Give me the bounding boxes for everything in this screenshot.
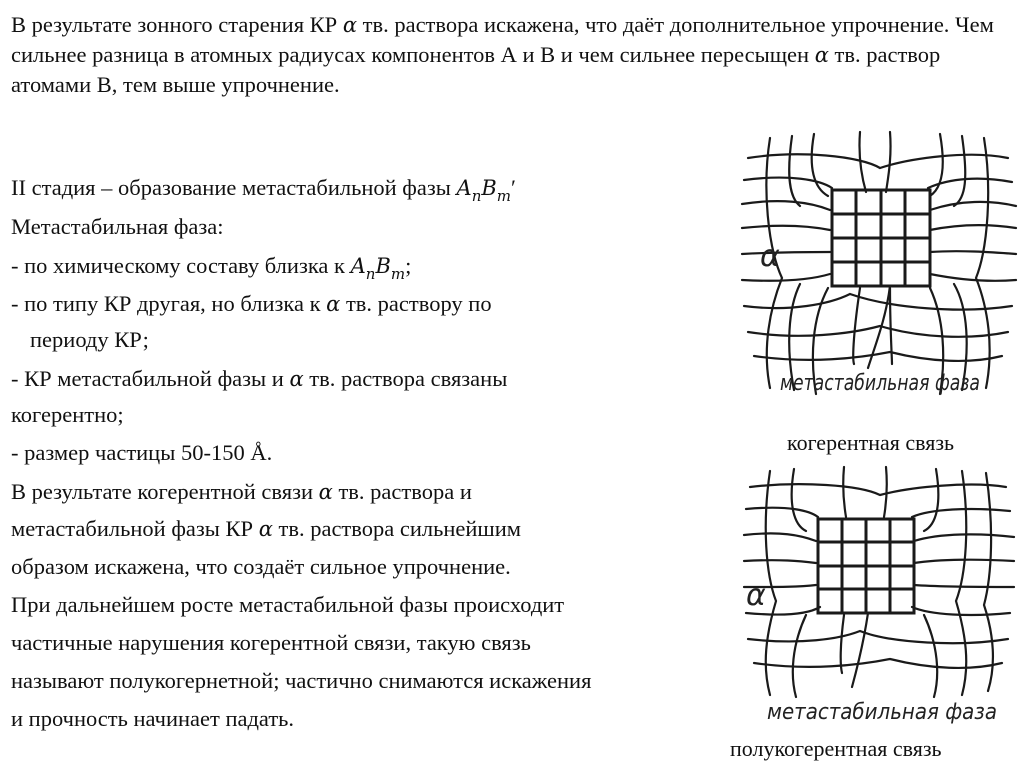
phase-heading: Метастабильная фаза:: [11, 214, 224, 239]
intro-text-2: тв. раствора искажена, что даёт дополнительное упрочнение. Чем сильнее разница в атомных радиусах компонентов А и В и чем сильнее пересыщен: [11, 12, 994, 67]
alpha-label: α: [760, 239, 780, 274]
item-coherent-cont: когерентно;: [11, 402, 124, 427]
formula-prime: ′: [511, 175, 516, 200]
semicoherent-lattice-figure: [740, 465, 1020, 735]
handwritten-label: метастабильная фаза: [780, 371, 980, 396]
alpha-symbol: α: [318, 480, 333, 504]
item3-text: - КР метастабильной фазы и: [11, 366, 290, 391]
bottom-line-3: образом искажена, что создаёт сильное упрочнение.: [11, 554, 511, 579]
alpha-symbol: α: [814, 43, 829, 67]
formula-sub-n: n: [471, 186, 482, 205]
formula-b: B: [481, 176, 497, 200]
formula-a: A: [350, 254, 366, 278]
formula-sub-m: m: [496, 186, 512, 205]
handwritten-label: метастабильная фаза: [767, 700, 997, 725]
bottom-line-1: [11, 477, 472, 507]
item-lattice-type: [11, 289, 492, 319]
semicoherent-caption: полукогерентная связь: [730, 736, 942, 761]
alpha-symbol: α: [342, 13, 357, 37]
bottom-line-1a: В результате когерентной связи: [11, 479, 319, 504]
bottom-line-2a: метастабильной фазы КР: [11, 516, 259, 541]
coherent-lattice-figure: [740, 128, 1020, 433]
bottom-line-6: называют полукогернетной; частично снимаются искажения: [11, 668, 592, 693]
bottom-line-7: и прочность начинает падать.: [11, 706, 295, 731]
bottom-line-2: [11, 514, 521, 544]
bottom-line-1b: тв. раствора и: [332, 479, 472, 504]
intro-text-1: В результате зонного старения КР: [11, 12, 343, 37]
item-particle-size: - размер частицы 50-150 Å.: [11, 440, 273, 465]
formula-sub-n: n: [365, 264, 376, 283]
stage-title: [11, 173, 516, 211]
intro-text-3: тв. раствор атомами В, тем выше упрочнение.: [11, 42, 941, 97]
formula-b: B: [375, 254, 391, 278]
bottom-line-4: При дальнейшем росте метастабильной фазы происходит: [11, 592, 565, 617]
bottom-line-5: частичные нарушения когерентной связи, такую связь: [11, 630, 531, 655]
alpha-symbol: α: [326, 292, 341, 316]
alpha-symbol: α: [289, 367, 304, 391]
item-lattice-type-cont: периоду КР;: [30, 327, 149, 352]
item-chemical-composition: [11, 251, 411, 289]
item-coherent: [11, 364, 507, 394]
coherent-caption: когерентная связь: [787, 430, 955, 455]
item3-suffix: тв. раствора связаны: [303, 366, 508, 391]
item2-suffix: тв. раствору по: [340, 291, 492, 316]
formula-sub-m: m: [390, 264, 406, 283]
item1-text: - по химическому составу близка к: [11, 253, 351, 278]
formula-a: A: [456, 176, 472, 200]
intro-paragraph: [11, 10, 1011, 99]
stage-title-text: II стадия – образование метастабильной фазы: [11, 175, 457, 200]
item1-suffix: ;: [405, 253, 412, 278]
alpha-label: α: [746, 578, 766, 613]
bottom-line-2b: тв. раствора сильнейшим: [272, 516, 522, 541]
alpha-symbol: α: [258, 517, 273, 541]
item2-text: - по типу КР другая, но близка к: [11, 291, 327, 316]
